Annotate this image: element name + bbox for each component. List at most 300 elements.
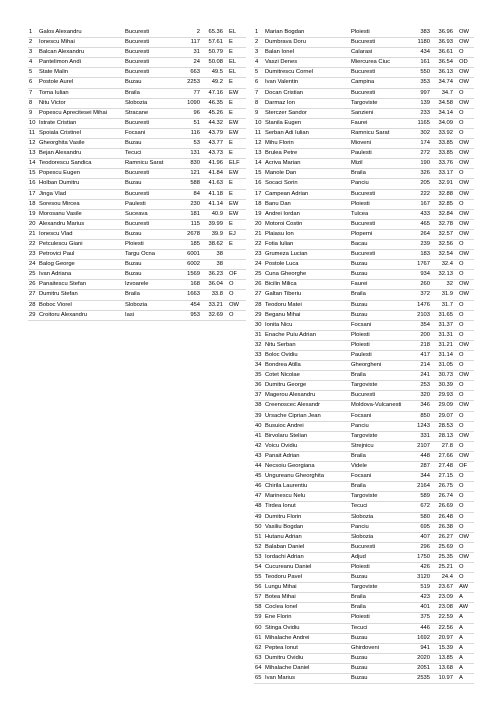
table-row bbox=[254, 320, 474, 330]
table-row bbox=[28, 199, 246, 209]
player-name-cell: Postole Luca bbox=[264, 260, 350, 270]
player-name-cell: Vaszi Denes bbox=[264, 58, 350, 68]
id-cell: 1090 bbox=[180, 98, 202, 108]
table-row bbox=[254, 270, 474, 280]
player-name-cell: Mihalache Daniel bbox=[264, 663, 350, 673]
id-cell: 934 bbox=[410, 270, 432, 280]
rank-cell: 64 bbox=[254, 663, 264, 673]
player-name-cell: Acriva Marian bbox=[264, 159, 350, 169]
table-row bbox=[254, 149, 474, 159]
city-cell: Focsani bbox=[124, 128, 180, 138]
rank-cell: 59 bbox=[254, 613, 264, 623]
rank-cell: 50 bbox=[254, 522, 264, 532]
category-cell: OD bbox=[456, 58, 474, 68]
id-cell: 115 bbox=[180, 219, 202, 229]
city-cell: Braila bbox=[350, 603, 410, 613]
score-cell: 36.96 bbox=[432, 28, 456, 38]
player-name-cell: Serban Adi Iulian bbox=[264, 128, 350, 138]
table-row bbox=[254, 189, 474, 199]
city-cell: Videle bbox=[350, 462, 410, 472]
id-cell: 183 bbox=[410, 250, 432, 260]
table-row bbox=[254, 159, 474, 169]
city-cell: Mioveni bbox=[350, 139, 410, 149]
score-cell: 31.31 bbox=[432, 330, 456, 340]
table-row bbox=[254, 573, 474, 583]
score-cell: 22.56 bbox=[432, 623, 456, 633]
score-cell: 50.08 bbox=[202, 58, 226, 68]
category-cell: EJ bbox=[226, 229, 246, 239]
category-cell: OW bbox=[456, 431, 474, 441]
category-cell: O bbox=[226, 280, 246, 290]
category-cell: O bbox=[456, 441, 474, 451]
category-cell: OW bbox=[456, 209, 474, 219]
table-row bbox=[254, 663, 474, 673]
table-row bbox=[254, 108, 474, 118]
player-name-cell: Bicilin Milica bbox=[264, 280, 350, 290]
rank-cell: 14 bbox=[28, 159, 38, 169]
score-cell: 32.78 bbox=[432, 219, 456, 229]
city-cell: Ploperni bbox=[350, 229, 410, 239]
city-cell: Calarasi bbox=[350, 48, 410, 58]
id-cell: 2164 bbox=[410, 482, 432, 492]
id-cell: 320 bbox=[410, 391, 432, 401]
score-cell: 30.73 bbox=[432, 371, 456, 381]
player-name-cell: Galtan Tiberiu bbox=[264, 290, 350, 300]
table-row bbox=[254, 169, 474, 179]
rank-cell: 61 bbox=[254, 633, 264, 643]
player-name-cell: Marian Bogdan bbox=[264, 28, 350, 38]
player-name-cell: Stinga Ovidiu bbox=[264, 623, 350, 633]
player-name-cell: Petculescu Giani bbox=[38, 239, 124, 249]
rank-cell: 31 bbox=[254, 330, 264, 340]
id-cell: 434 bbox=[410, 48, 432, 58]
id-cell: 1750 bbox=[410, 552, 432, 562]
city-cell: Targoviste bbox=[350, 431, 410, 441]
id-cell: 2103 bbox=[410, 310, 432, 320]
id-cell: 465 bbox=[410, 219, 432, 229]
table-row bbox=[254, 593, 474, 603]
id-cell: 161 bbox=[410, 58, 432, 68]
rank-cell: 8 bbox=[254, 98, 264, 108]
rank-cell: 15 bbox=[254, 169, 264, 179]
player-name-cell: Balaban Daniel bbox=[264, 542, 350, 552]
rank-cell: 62 bbox=[254, 643, 264, 653]
player-name-cell: Iordachi Adrian bbox=[264, 552, 350, 562]
city-cell: Bucuresti bbox=[350, 38, 410, 48]
table-row bbox=[254, 98, 474, 108]
table-row bbox=[254, 48, 474, 58]
city-cell: Tecuci bbox=[350, 623, 410, 633]
score-cell: 23.67 bbox=[432, 583, 456, 593]
player-name-cell: Ivan Valentin bbox=[264, 78, 350, 88]
category-cell: O bbox=[456, 562, 474, 572]
category-cell: O bbox=[456, 472, 474, 482]
score-cell: 31.7 bbox=[432, 300, 456, 310]
rank-cell: 7 bbox=[254, 88, 264, 98]
category-cell: O bbox=[456, 320, 474, 330]
category-cell: EL bbox=[226, 68, 246, 78]
score-cell: 34.14 bbox=[432, 108, 456, 118]
table-row bbox=[254, 381, 474, 391]
id-cell: 53 bbox=[180, 139, 202, 149]
id-cell: 200 bbox=[410, 330, 432, 340]
table-row bbox=[28, 68, 246, 78]
player-name-cell: Balog George bbox=[38, 260, 124, 270]
category-cell: E bbox=[226, 239, 246, 249]
rank-cell: 23 bbox=[254, 250, 264, 260]
player-name-cell: Galos Alexandru bbox=[38, 28, 124, 38]
score-cell: 20.97 bbox=[432, 633, 456, 643]
score-cell: 47.16 bbox=[202, 88, 226, 98]
score-cell: 36.23 bbox=[202, 270, 226, 280]
table-row bbox=[254, 128, 474, 138]
table-row bbox=[254, 219, 474, 229]
table-row bbox=[28, 139, 246, 149]
category-cell: E bbox=[226, 189, 246, 199]
id-cell: 174 bbox=[410, 139, 432, 149]
score-cell: 10.97 bbox=[432, 674, 456, 684]
player-name-cell: Creenoscec Alexandr bbox=[264, 401, 350, 411]
category-cell: O bbox=[456, 88, 474, 98]
city-cell: Bacau bbox=[350, 239, 410, 249]
table-row bbox=[254, 371, 474, 381]
player-name-cell: Holban Dumitru bbox=[38, 179, 124, 189]
id-cell: 287 bbox=[410, 462, 432, 472]
rank-cell: 47 bbox=[254, 492, 264, 502]
category-cell: E bbox=[226, 48, 246, 58]
id-cell: 344 bbox=[410, 472, 432, 482]
rank-cell: 21 bbox=[254, 229, 264, 239]
table-row bbox=[28, 310, 246, 320]
player-name-cell: Busuioc Andrei bbox=[264, 421, 350, 431]
rank-cell: 38 bbox=[254, 401, 264, 411]
score-cell: 36.04 bbox=[202, 280, 226, 290]
rank-cell: 1 bbox=[254, 28, 264, 38]
player-name-cell: Enache Puiu Adrian bbox=[264, 330, 350, 340]
table-row bbox=[28, 189, 246, 199]
score-cell: 27.48 bbox=[432, 462, 456, 472]
player-name-cell: Voicu Ovidiu bbox=[264, 441, 350, 451]
city-cell: Panciu bbox=[350, 179, 410, 189]
right-table-body bbox=[254, 28, 474, 684]
rank-cell: 55 bbox=[254, 573, 264, 583]
score-cell: 41.96 bbox=[202, 159, 226, 169]
score-cell: 28.13 bbox=[432, 431, 456, 441]
table-row bbox=[254, 512, 474, 522]
id-cell: 588 bbox=[180, 179, 202, 189]
id-cell: 1476 bbox=[410, 300, 432, 310]
table-row bbox=[254, 118, 474, 128]
table-row bbox=[254, 532, 474, 542]
id-cell: 1663 bbox=[180, 290, 202, 300]
score-cell: 27.15 bbox=[432, 472, 456, 482]
rank-cell: 12 bbox=[254, 139, 264, 149]
category-cell: EW bbox=[226, 199, 246, 209]
city-cell: Gheorgheni bbox=[350, 361, 410, 371]
table-row bbox=[254, 250, 474, 260]
score-cell: 29.93 bbox=[432, 391, 456, 401]
category-cell: O bbox=[456, 128, 474, 138]
score-cell: 31.65 bbox=[432, 310, 456, 320]
category-cell: E bbox=[226, 219, 246, 229]
score-cell: 13.68 bbox=[432, 663, 456, 673]
city-cell: Sanzieni bbox=[350, 108, 410, 118]
rank-cell: 8 bbox=[28, 98, 38, 108]
city-cell: Bucuresti bbox=[350, 88, 410, 98]
left-standings-table bbox=[28, 28, 246, 321]
score-cell: 23.09 bbox=[432, 593, 456, 603]
city-cell: Focsani bbox=[350, 472, 410, 482]
rank-cell: 57 bbox=[254, 593, 264, 603]
table-row bbox=[254, 613, 474, 623]
category-cell: O bbox=[456, 421, 474, 431]
rank-cell: 6 bbox=[28, 78, 38, 88]
city-cell: Braila bbox=[350, 593, 410, 603]
player-name-cell: Birvolaru Stelian bbox=[264, 431, 350, 441]
score-cell: 32.69 bbox=[202, 310, 226, 320]
rank-cell: 56 bbox=[254, 583, 264, 593]
rank-cell: 34 bbox=[254, 361, 264, 371]
table-row bbox=[254, 674, 474, 684]
rank-cell: 21 bbox=[28, 229, 38, 239]
category-cell: AW bbox=[456, 603, 474, 613]
score-cell: 36.13 bbox=[432, 68, 456, 78]
score-cell: 32.88 bbox=[432, 189, 456, 199]
table-row bbox=[254, 239, 474, 249]
id-cell: 218 bbox=[410, 340, 432, 350]
table-row bbox=[254, 542, 474, 552]
player-name-cell: Cotet Nicolae bbox=[264, 371, 350, 381]
rank-cell: 9 bbox=[254, 108, 264, 118]
player-name-cell: Dumitrescu Cornel bbox=[264, 68, 350, 78]
table-row bbox=[254, 431, 474, 441]
city-cell: Focsani bbox=[350, 320, 410, 330]
player-name-cell: Teodoru Pavel bbox=[264, 573, 350, 583]
score-cell: 13.85 bbox=[432, 653, 456, 663]
rank-cell: 4 bbox=[28, 58, 38, 68]
category-cell: OW bbox=[456, 28, 474, 38]
player-name-cell: Petrovici Paul bbox=[38, 250, 124, 260]
table-row bbox=[254, 38, 474, 48]
city-cell: Adjud bbox=[350, 552, 410, 562]
rank-cell: 1 bbox=[28, 28, 38, 38]
player-name-cell: Dumitru George bbox=[264, 381, 350, 391]
city-cell: Bucuresti bbox=[350, 189, 410, 199]
category-cell: E bbox=[226, 78, 246, 88]
city-cell: Panciu bbox=[350, 522, 410, 532]
score-cell: 24.4 bbox=[432, 573, 456, 583]
category-cell: EL bbox=[226, 58, 246, 68]
table-row bbox=[254, 502, 474, 512]
city-cell: Faurei bbox=[350, 118, 410, 128]
rank-cell: 3 bbox=[254, 48, 264, 58]
player-name-cell: Cuna Gheorghe bbox=[264, 270, 350, 280]
id-cell: 31 bbox=[180, 48, 202, 58]
player-name-cell: Istrate Cristian bbox=[38, 118, 124, 128]
city-cell: Strejnicu bbox=[350, 441, 410, 451]
table-row bbox=[254, 300, 474, 310]
category-cell: O bbox=[456, 48, 474, 58]
city-cell: Bucuresti bbox=[350, 391, 410, 401]
city-cell: Targoviste bbox=[350, 583, 410, 593]
city-cell: Buzau bbox=[350, 260, 410, 270]
table-row bbox=[28, 209, 246, 219]
id-cell: 253 bbox=[410, 381, 432, 391]
score-cell: 32.56 bbox=[432, 239, 456, 249]
city-cell: Buzau bbox=[124, 179, 180, 189]
id-cell: 830 bbox=[180, 159, 202, 169]
player-name-cell: Postole Aurel bbox=[38, 78, 124, 88]
category-cell: O bbox=[456, 391, 474, 401]
category-cell: OF bbox=[226, 270, 246, 280]
table-row bbox=[254, 199, 474, 209]
rank-cell: 42 bbox=[254, 441, 264, 451]
rank-cell: 63 bbox=[254, 653, 264, 663]
id-cell: 519 bbox=[410, 583, 432, 593]
player-name-cell: Ursache Ciprian Jean bbox=[264, 411, 350, 421]
score-cell: 36.54 bbox=[432, 58, 456, 68]
id-cell: 2020 bbox=[410, 653, 432, 663]
score-cell: 25.35 bbox=[432, 552, 456, 562]
table-row bbox=[254, 411, 474, 421]
city-cell: Braila bbox=[350, 290, 410, 300]
table-row bbox=[254, 583, 474, 593]
player-name-cell: Mihu Florin bbox=[264, 139, 350, 149]
id-cell: 454 bbox=[180, 300, 202, 310]
score-cell: 33.21 bbox=[202, 300, 226, 310]
id-cell: 2107 bbox=[410, 441, 432, 451]
city-cell: Slobozia bbox=[124, 98, 180, 108]
id-cell: 850 bbox=[410, 411, 432, 421]
player-name-cell: Brulea Petre bbox=[264, 149, 350, 159]
table-row bbox=[254, 340, 474, 350]
table-row bbox=[28, 250, 246, 260]
id-cell: 190 bbox=[410, 159, 432, 169]
rank-cell: 7 bbox=[28, 88, 38, 98]
score-cell: 32 bbox=[432, 280, 456, 290]
rank-cell: 9 bbox=[28, 108, 38, 118]
city-cell: Bucuresti bbox=[124, 169, 180, 179]
id-cell: 1165 bbox=[410, 118, 432, 128]
id-cell: 941 bbox=[410, 643, 432, 653]
score-cell: 32.4 bbox=[432, 260, 456, 270]
id-cell: 383 bbox=[410, 28, 432, 38]
player-name-cell: Fotia Iulian bbox=[264, 239, 350, 249]
table-row bbox=[28, 128, 246, 138]
city-cell: Braila bbox=[124, 88, 180, 98]
table-row bbox=[28, 260, 246, 270]
category-cell: A bbox=[456, 663, 474, 673]
id-cell: 185 bbox=[180, 239, 202, 249]
rank-cell: 35 bbox=[254, 371, 264, 381]
score-cell: 25.69 bbox=[432, 542, 456, 552]
category-cell bbox=[226, 250, 246, 260]
table-row bbox=[254, 330, 474, 340]
table-row bbox=[28, 169, 246, 179]
city-cell: Buzau bbox=[350, 310, 410, 320]
table-row bbox=[254, 462, 474, 472]
score-cell: 43.79 bbox=[202, 128, 226, 138]
score-cell: 31.37 bbox=[432, 320, 456, 330]
rank-cell: 48 bbox=[254, 502, 264, 512]
category-cell: E bbox=[226, 149, 246, 159]
score-cell: 36.61 bbox=[432, 48, 456, 58]
rank-cell: 23 bbox=[28, 250, 38, 260]
city-cell: Tecuci bbox=[124, 149, 180, 159]
score-cell: 33.8 bbox=[202, 290, 226, 300]
rank-cell: 27 bbox=[28, 290, 38, 300]
category-cell: OW bbox=[456, 78, 474, 88]
rank-cell: 19 bbox=[254, 209, 264, 219]
table-row bbox=[254, 562, 474, 572]
city-cell: Slobozia bbox=[124, 300, 180, 310]
player-name-cell: Panaitescu Stefan bbox=[38, 280, 124, 290]
id-cell: 1569 bbox=[180, 270, 202, 280]
player-name-cell: Croitoru Alexandru bbox=[38, 310, 124, 320]
rank-cell: 54 bbox=[254, 562, 264, 572]
player-name-cell: Mihalache Andrei bbox=[264, 633, 350, 643]
rank-cell: 46 bbox=[254, 482, 264, 492]
table-row bbox=[28, 78, 246, 88]
category-cell: O bbox=[456, 482, 474, 492]
player-name-cell: Darmaz Ion bbox=[264, 98, 350, 108]
city-cell: Buzau bbox=[350, 633, 410, 643]
rank-cell: 28 bbox=[28, 300, 38, 310]
id-cell: 346 bbox=[410, 401, 432, 411]
id-cell: 372 bbox=[410, 290, 432, 300]
score-cell: 33.85 bbox=[432, 149, 456, 159]
id-cell: 96 bbox=[180, 108, 202, 118]
player-name-cell: Soresou Mircea bbox=[38, 199, 124, 209]
category-cell: O bbox=[456, 512, 474, 522]
score-cell: 41.84 bbox=[202, 169, 226, 179]
category-cell: E bbox=[226, 108, 246, 118]
category-cell: A bbox=[456, 633, 474, 643]
rank-cell: 49 bbox=[254, 512, 264, 522]
player-name-cell: Ionita Nicu bbox=[264, 320, 350, 330]
category-cell: OW bbox=[226, 300, 246, 310]
category-cell: OW bbox=[456, 532, 474, 542]
score-cell: 15.39 bbox=[432, 643, 456, 653]
rank-cell: 58 bbox=[254, 603, 264, 613]
player-name-cell: Dumitru Stefan bbox=[38, 290, 124, 300]
id-cell: 116 bbox=[180, 128, 202, 138]
category-cell: A bbox=[456, 643, 474, 653]
score-cell: 29.09 bbox=[432, 401, 456, 411]
score-cell: 38 bbox=[202, 260, 226, 270]
score-cell: 31.14 bbox=[432, 351, 456, 361]
table-row bbox=[28, 219, 246, 229]
category-cell: O bbox=[456, 239, 474, 249]
player-name-cell: Nitu Victor bbox=[38, 98, 124, 108]
score-cell: 30.39 bbox=[432, 381, 456, 391]
player-name-cell: Tirdea Ionut bbox=[264, 502, 350, 512]
id-cell: 51 bbox=[180, 118, 202, 128]
category-cell: E bbox=[226, 139, 246, 149]
player-name-cell: Grumeza Lucian bbox=[264, 250, 350, 260]
category-cell: OW bbox=[456, 189, 474, 199]
rank-cell: 13 bbox=[254, 149, 264, 159]
score-cell: 34.09 bbox=[432, 118, 456, 128]
player-name-cell: Dumbrava Doru bbox=[264, 38, 350, 48]
score-cell: 31.9 bbox=[432, 290, 456, 300]
score-cell: 41.14 bbox=[202, 199, 226, 209]
id-cell: 695 bbox=[410, 522, 432, 532]
score-cell: 26.48 bbox=[432, 512, 456, 522]
rank-cell: 29 bbox=[254, 310, 264, 320]
category-cell: EW bbox=[226, 128, 246, 138]
id-cell: 2535 bbox=[410, 674, 432, 684]
